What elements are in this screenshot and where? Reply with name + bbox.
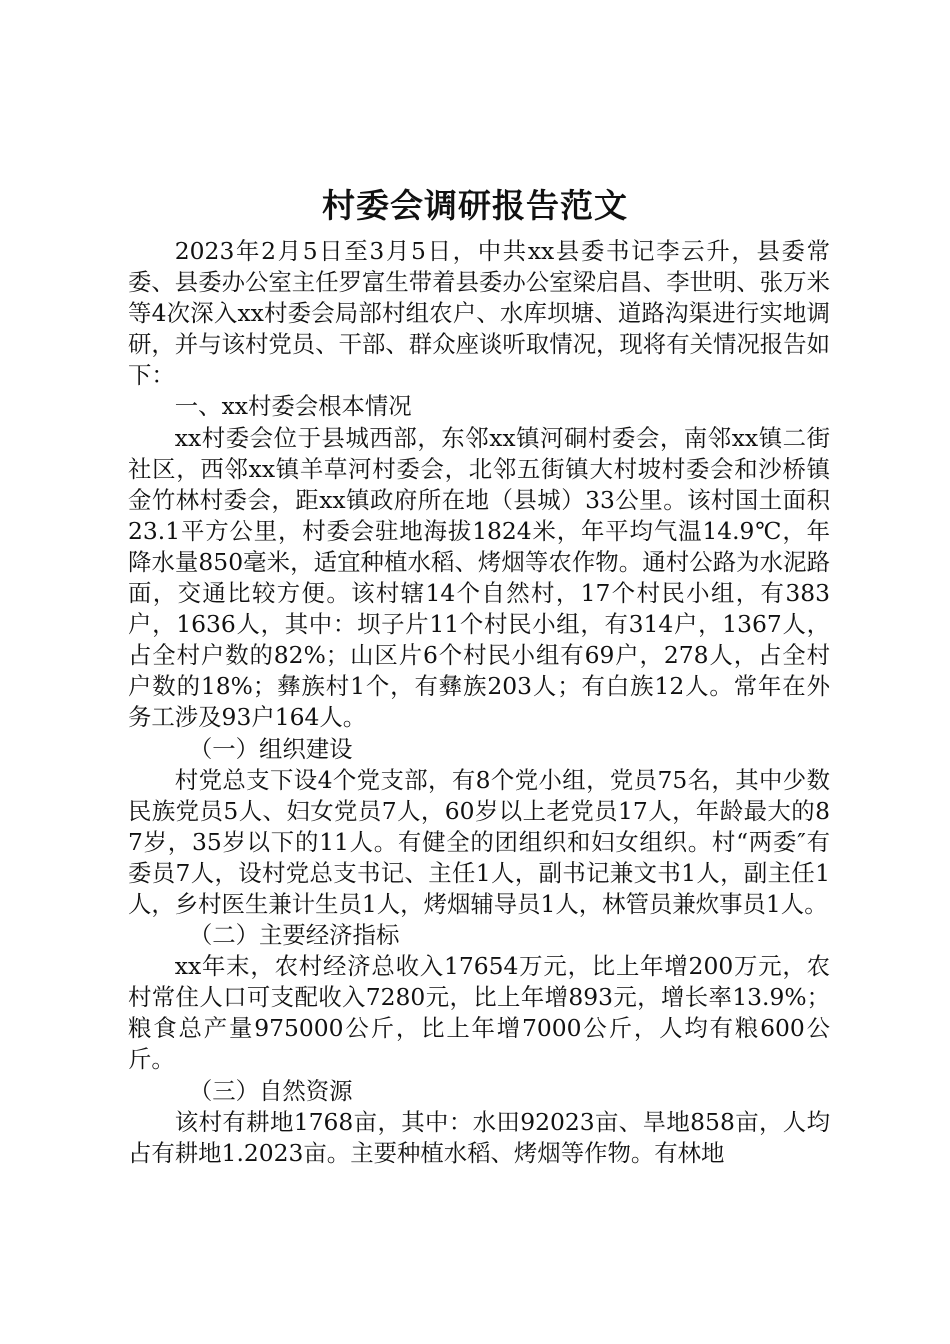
subheading-natural-resources: （三）自然资源 <box>188 1076 353 1105</box>
paragraph-basic-situation: xx村委会位于县城西部，东邻xx镇河硐村委会，南邻xx镇二街社区，西邻xx镇羊草河村委会，北邻五街镇大村坡村委会和沙桥镇金竹林村委会，距xx镇政府所在地（县城）33公里。该村国土面积23.1平方公里，村委会驻地海拔1824米，年平均气温14.9℃，年降水量850毫米，适宜种植水稻、烤烟等农作物。通村公路为水泥路面，交通比较方便。该村辖14个自然村，17个村民小组，有383户，1636人，其中：坝子片11个村民小组，有314户，1367人，占全村户数的82%；山区片6个村民小组有69户，278人，占全村户数的18%；彝族村1个，有彝族203人；有白族12人。常年在外务工涉及93户164人。 <box>128 423 830 732</box>
subheading-organization: （一）组织建设 <box>188 734 353 763</box>
subheading-economy: （二）主要经济指标 <box>188 921 400 950</box>
document-title: 村委会调研报告范文 <box>322 186 628 225</box>
section-heading-basic-situation: 一、xx村委会根本情况 <box>174 392 412 421</box>
paragraph-intro: 2023年2月5日至3月5日，中共xx县委书记李云升，县委常委、县委办公室主任罗富生带着县委办公室梁启昌、李世明、张万米等4次深入xx村委会局部村组农户、水库坝塘、道路沟渠进行实地调研，并与该村党员、干部、群众座谈听取情况，现将有关情况报告如下： <box>128 237 830 390</box>
paragraph-economy: xx年末，农村经济总收入17654万元，比上年增200万元，农村常住人口可支配收入7280元，比上年增893元，增长率13.9%；粮食总产量975000公斤，比上年增7000公斤，人均有粮600公斤。 <box>128 952 830 1074</box>
paragraph-natural-resources: 该村有耕地1768亩，其中：水田92023亩、旱地858亩，人均占有耕地1.2023亩。主要种植水稻、烤烟等作物。有林地 <box>128 1107 830 1167</box>
paragraph-organization: 村党总支下设4个党支部，有8个党小组，党员75名，其中少数民族党员5人、妇女党员7人，60岁以上老党员17人，年龄最大的87岁，35岁以下的11人。有健全的团组织和妇女组织。村“两委″有委员7人，设村党总支书记、主任1人，副书记兼文书1人，副主任1人，乡村医生兼计生员1人，烤烟辅导员1人，林管员兼炊事员1人。 <box>128 765 830 918</box>
document-body <box>128 236 830 1169</box>
